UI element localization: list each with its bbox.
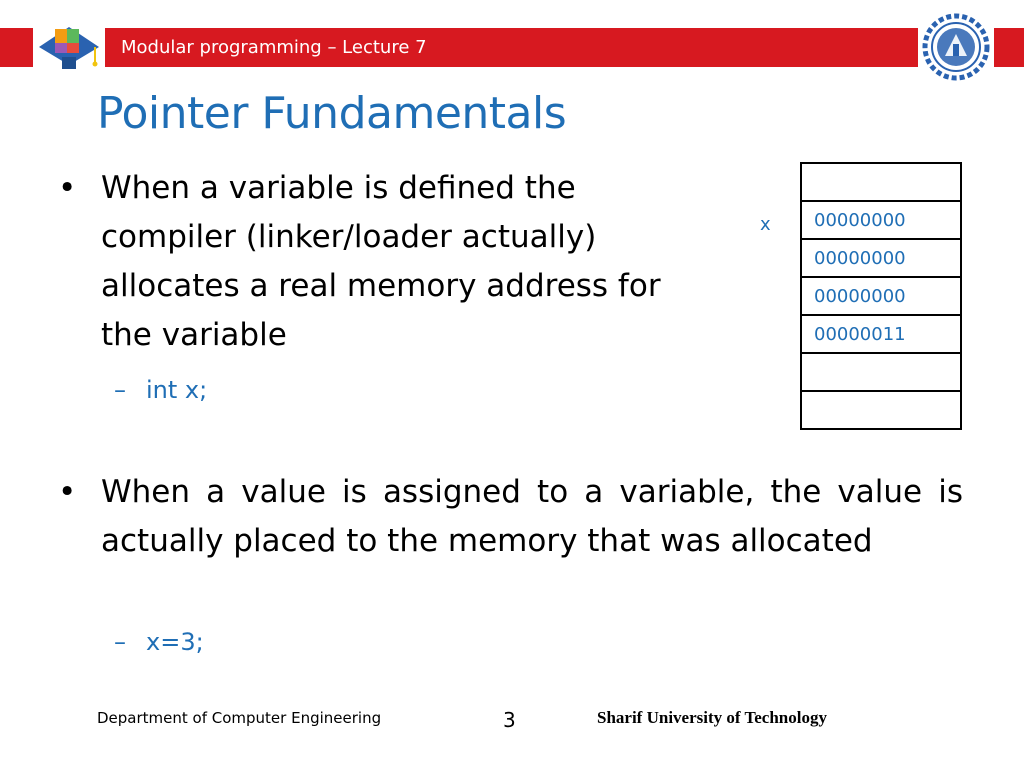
logo — [33, 17, 105, 72]
course-title: Modular programming – Lecture 7 — [121, 37, 427, 58]
memory-diagram — [800, 162, 962, 430]
memory-cell — [801, 391, 961, 429]
university-seal-icon — [918, 12, 994, 82]
bullet-text: When a value is assigned to a variable, the value is actually placed to the memory that was allocated — [101, 474, 963, 559]
graduation-cap-puzzle-icon — [33, 17, 105, 72]
memory-row — [801, 315, 961, 353]
bullet-marker: • — [58, 474, 77, 510]
memory-row — [801, 277, 961, 315]
memory-row — [801, 353, 961, 391]
slide-title: Pointer Fundamentals — [97, 88, 567, 139]
bullet-value-assignment — [58, 468, 963, 566]
bullet-variable-definition — [58, 164, 701, 360]
memory-cell: 00000000 — [801, 277, 961, 315]
memory-row — [801, 391, 961, 429]
page-number: 3 — [503, 708, 516, 732]
university-logo — [918, 12, 994, 82]
sub-bullet-marker: – — [114, 376, 126, 404]
bullet-marker: • — [58, 170, 77, 206]
memory-cell: 00000011 — [801, 315, 961, 353]
memory-variable-label: x — [760, 214, 771, 235]
sub-bullet-marker: – — [114, 628, 126, 656]
code-text: int x; — [146, 376, 208, 404]
memory-cell — [801, 163, 961, 201]
memory-row — [801, 163, 961, 201]
code-example-declaration — [114, 374, 208, 406]
bullet-text: When a variable is defined the compiler (linker/loader actually) allocates a real memory address for the variable — [101, 170, 661, 353]
memory-cell: 00000000 — [801, 239, 961, 277]
memory-row — [801, 201, 961, 239]
code-example-assignment — [114, 626, 204, 658]
memory-cell: 00000000 — [801, 201, 961, 239]
memory-cell — [801, 353, 961, 391]
code-text: x=3; — [146, 628, 204, 656]
footer-department: Department of Computer Engineering — [97, 709, 382, 727]
memory-row — [801, 239, 961, 277]
footer-university: Sharif University of Technology — [597, 708, 827, 727]
